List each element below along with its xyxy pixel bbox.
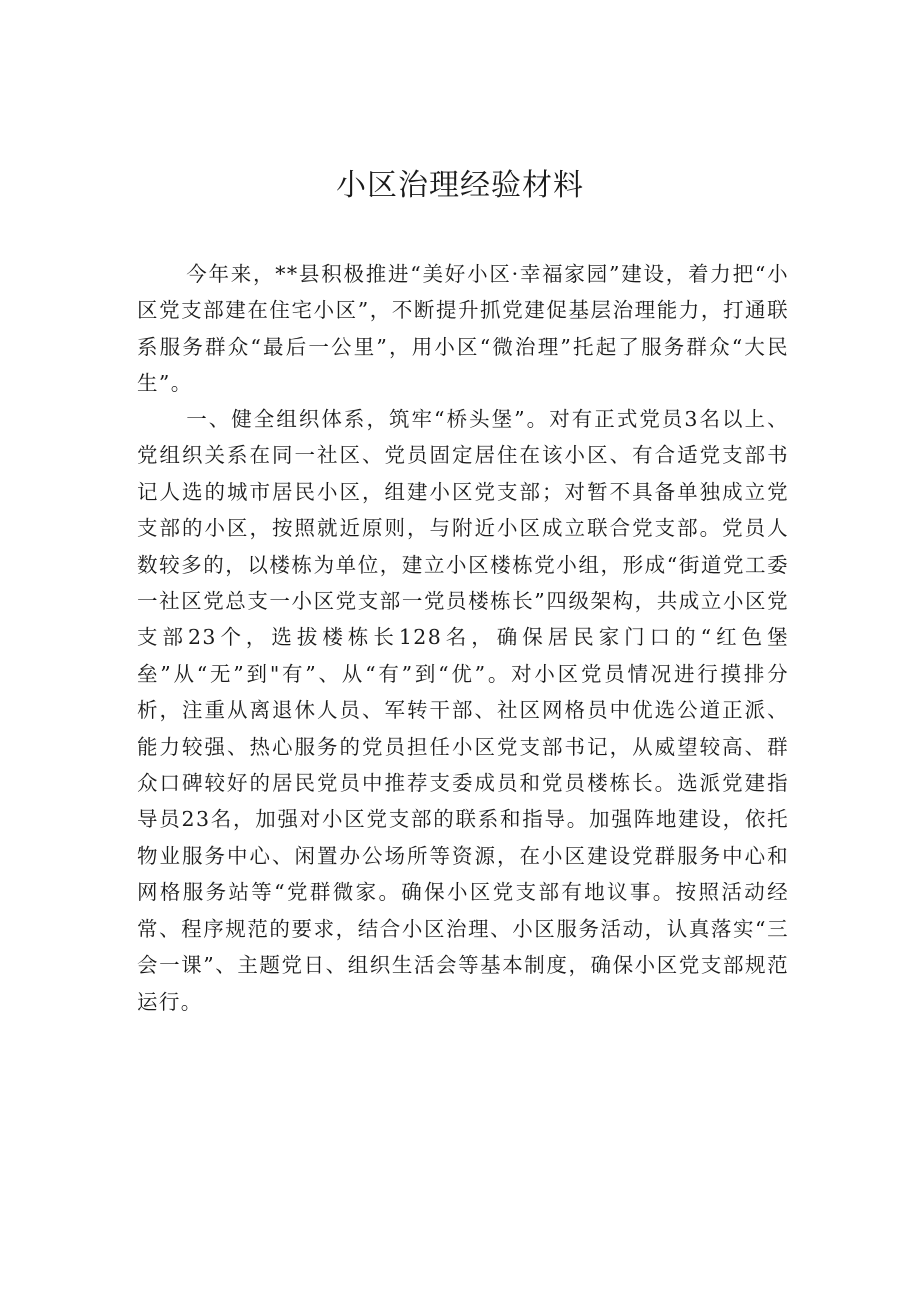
paragraph-section-one: 一、健全组织体系，筑牢“桥头堡”。对有正式党员3名以上、党组织关系在同一社区、党员固定居住在该小区、有合适党支部书记人选的城市居民小区，组建小区党支部；对暂不具备单独成立党支部的小区，按照就近原则，与附近小区成立联合党支部。党员人数较多的，以楼栋为单位，建立小区楼栋党小组，形成“街道党工委一社区党总支一小区党支部一党员楼栋长”四级架构，共成立小区党支部23个，选拔楼栋长128名，确保居民家门口的“红色堡垒”从“无”到"有”、从“有”到“优”。对小区党员情况进行摸排分析，注重从离退休人员、军转干部、社区网格员中优选公道正派、能力较强、热心服务的党员担任小区党支部书记，从威望较高、群众口碑较好的居民党员中推荐支委成员和党员楼栋长。选派党建指导员23名，加强对小区党支部的联系和指导。加强阵地建设，依托物业服务中心、闲置办公场所等资源，在小区建设党群服务中心和网格服务站等“党群微家。确保小区党支部有地议事。按照活动经常、程序规范的要求，结合小区治理、小区服务活动，认真落实“三会一课”、主题党日、组织生活会等基本制度，确保小区党支部规范运行。 (137, 407, 789, 1014)
document-title: 小区治理经验材料 (336, 168, 584, 203)
paragraph-intro: 今年来，**县积极推进“美好小区·幸福家园”建设，着力把“小区党支部建在住宅小区”，不断提升抓党建促基层治理能力，打通联系服务群众“最后一公里”，用小区“微治理”托起了服务群众“大民生”。 (137, 262, 789, 396)
